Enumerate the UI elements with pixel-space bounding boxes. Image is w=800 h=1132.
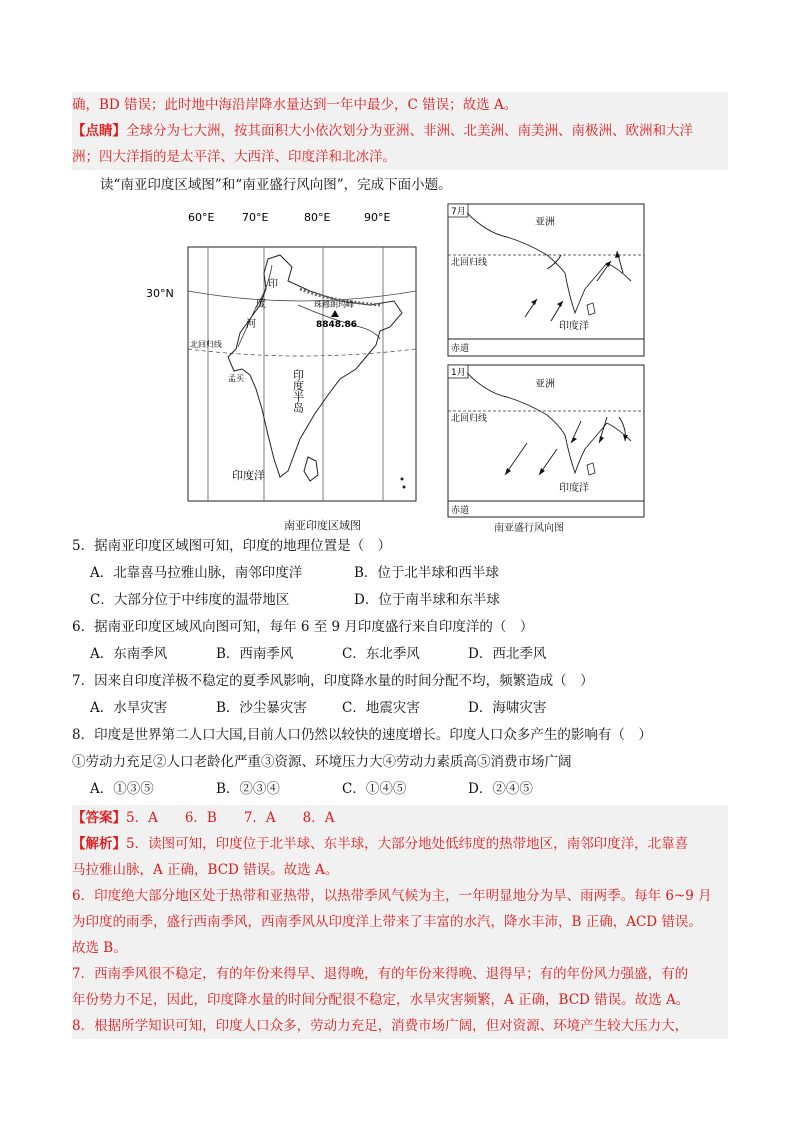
question-6-stem: 6．据南亚印度区域风向图可知，每年 6 至 9 月印度盛行来自印度洋的（ ） <box>72 619 534 635</box>
answer-analysis-block <box>72 805 728 1039</box>
south-asia-monsoon-map <box>447 203 647 521</box>
q7-option-c: C．地震灾害 <box>342 700 420 716</box>
q5-option-d: D．位于南半球和东半球 <box>354 592 500 608</box>
question-8-options <box>72 776 728 803</box>
jan-month-label: 1月 <box>451 368 466 378</box>
analysis-line-6b: 为印度的雨季，盛行西南季风，西南季风从印度洋上带来了丰富的水汽，降水丰沛，B 正确，ACD 错误。 <box>72 914 702 930</box>
q5-option-a: A．北靠喜马拉雅山脉，南邻印度洋 <box>90 565 303 581</box>
july-equator-label: 赤道 <box>451 344 470 354</box>
analysis-line-7a: 7．西南季风很不稳定，有的年份来得早、退得晚，有的年份来得晚、退得早；有的年份风力强盛，有的 <box>72 966 689 982</box>
analysis-5a-text: 5．读图可知，印度位于北半球、东半球，大部分地处低纬度的热带地区，南邻印度洋，北靠喜 <box>126 836 689 852</box>
peninsula-label: 印度半岛 <box>291 369 305 413</box>
jan-tropic-label: 北回归线 <box>451 414 488 424</box>
lon-label-90: 90°E <box>364 211 391 224</box>
question-5-options-row-1 <box>72 560 728 587</box>
answer-line <box>72 805 728 831</box>
lon-label-60: 60°E <box>188 211 215 224</box>
indus-label-3: 河 <box>246 319 256 330</box>
question-8-sub: ①劳动力充足②人口老龄化严重③资源、环境压力大④劳动力素质高⑤消费市场广阔 <box>72 754 572 770</box>
previous-answer-block <box>72 92 728 170</box>
question-5-stem: 5．据南亚印度区域图可知，印度的地理位置是（ ） <box>72 538 392 554</box>
analysis-line-6a: 6．印度绝大部分地区处于热带和亚热带，以热带季风气候为主，一年明显地分为旱、雨两季。每年 6~9 月 <box>72 888 712 904</box>
july-month-label: 7月 <box>451 207 466 217</box>
q6-option-d: D．西北季风 <box>468 646 547 662</box>
q8-option-b: B．②③④ <box>216 781 280 797</box>
q6-option-b: B．西南季风 <box>216 646 294 662</box>
q7-option-a: A．水旱灾害 <box>90 700 168 716</box>
q7-option-d: D．海啸灾害 <box>468 700 547 716</box>
july-ocean-label: 印度洋 <box>559 321 589 332</box>
analysis-line-5b: 马拉雅山脉，A 正确，BCD 错误。故选 A。 <box>72 862 339 878</box>
peak-name-label: 珠穆朗玛峰 <box>314 300 354 309</box>
analysis-label: 【解析】 <box>72 836 126 852</box>
document-page <box>72 92 728 1039</box>
indus-label-1: 印 <box>268 279 278 290</box>
left-map-caption: 南亚印度区域图 <box>284 519 361 532</box>
tropic-label: 北回归线 <box>190 340 222 349</box>
q6-option-a: A．东南季风 <box>90 646 168 662</box>
question-7-options <box>72 695 728 722</box>
lon-label-70: 70°E <box>242 211 269 224</box>
analysis-line-6c: 故选 B。 <box>72 940 127 956</box>
mumbai-label: 孟买 <box>228 374 244 383</box>
tip-line-2: 洲；四大洋指的是太平洋、大西洋、印度洋和北冰洋。 <box>72 149 396 165</box>
indus-label-2: 度 <box>256 299 266 310</box>
q8-option-a: A．①③⑤ <box>90 781 154 797</box>
jan-ocean-label: 印度洋 <box>559 483 589 494</box>
q6-option-c: C．东北季风 <box>342 646 420 662</box>
tip-label: 【点睛】 <box>72 123 126 139</box>
south-asia-region-map <box>146 209 430 519</box>
q7-option-b: B．沙尘暴灾害 <box>216 700 307 716</box>
answer-text: 5．A 6．B 7．A 8．A <box>126 810 335 826</box>
peak-height-label: 8848.86 <box>316 320 357 330</box>
question-7-stem: 7．因来自印度洋极不稳定的夏季风影响，印度降水量的时间分配不均，频繁造成（ ） <box>72 673 594 689</box>
figure-area <box>72 203 728 533</box>
q5-option-b: B．位于北半球和西半球 <box>354 565 499 581</box>
tip-line-1 <box>72 118 728 144</box>
analysis-line-5a <box>72 831 728 857</box>
intro-text: 读“南亚印度区域图”和“南亚盛行风向图”，完成下面小题。 <box>100 177 452 193</box>
answer-label: 【答案】 <box>72 810 126 826</box>
question-8-stem: 8．印度是世界第二人口大国,目前人口仍然以较快的速度增长。印度人口众多产生的影响有（ ） <box>72 727 652 743</box>
july-asia-label: 亚洲 <box>535 217 555 228</box>
july-tropic-label: 北回归线 <box>451 258 488 268</box>
jan-equator-label: 赤道 <box>451 506 470 516</box>
question-5-options-row-2 <box>72 587 728 614</box>
analysis-line-8a: 8．根据所学知识可知，印度人口众多，劳动力充足，消费市场广阔，但对资源、环境产生较大压力大， <box>72 1018 689 1034</box>
right-map-caption: 南亚盛行风向图 <box>494 523 564 534</box>
tip-text-1: 全球分为七大洲，按其面积大小依次划分为亚洲、非洲、北美洲、南美洲、南极洲、欧洲和大洋 <box>126 123 693 139</box>
indian-ocean-label: 印度洋 <box>232 469 265 482</box>
q8-option-d: D．②④⑤ <box>468 781 533 797</box>
q5-option-c: C．大部分位于中纬度的温带地区 <box>90 592 290 608</box>
previous-answer-line: 确，BD 错误；此时地中海沿岸降水量达到一年中最少，C 错误；故选 A。 <box>72 97 518 113</box>
lat-label-30n: 30°N <box>146 287 174 300</box>
q8-option-c: C．①④⑤ <box>342 781 407 797</box>
jan-asia-label: 亚洲 <box>535 379 555 390</box>
analysis-line-7b: 年份势力不足，因此，印度降水量的时间分配很不稳定，水旱灾害频繁，A 正确，BCD 错误。故选 A。 <box>72 992 690 1008</box>
question-6-options <box>72 641 728 668</box>
lon-label-80: 80°E <box>304 211 331 224</box>
